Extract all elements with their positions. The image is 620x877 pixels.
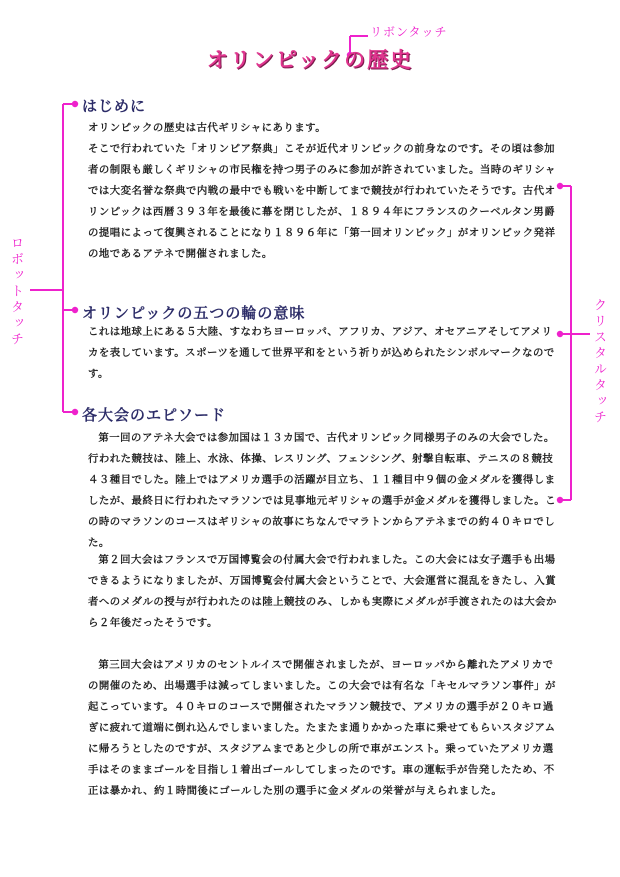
crystal-touch-label: クリスタルタッチ (591, 298, 606, 426)
intro-paragraph-1 (88, 118, 563, 265)
intro-line-2: そこで行われていた「オリンピア祭典」こそが近代オリンピックの前身なのです。その頃は参加者の制限も厳しくギリシャの市民権を持つ男子のみに参加が許されていました。当時のギリシャでは大変名誉な祭典で内戦の最中でも戦いを中断してまで競技が行われていたそうです。古代オリンピックは西暦３９３年を最後に幕を閉じしたが、１８９４年にフランスのクーベルタン男爵の提唱によって復興されることになり１８９６年に「第一回オリンピック」がオリンピック発祥の地であるアテネで開催されました。 (88, 143, 556, 260)
section-heading-episodes: 各大会のエピソード (82, 406, 227, 424)
robot-dot-1 (72, 101, 78, 107)
ribbon-touch-label: リボンタッチ (370, 25, 448, 39)
episode-paragraph-2: 第２回大会はフランスで万国博覧会の付属大会で行われました。この大会には女子選手も出場できるようになりましたが、万国博覧会付属大会ということで、大会運営に混乱をきたし、入賞者へのメダルの授与が行われたのは陸上競技のみ、しかも実際にメダルが手渡されたのは大会から２年後だったそうです。 (88, 554, 557, 629)
robot-dot-3 (72, 409, 78, 415)
robot-dot-2 (72, 307, 78, 313)
episode-paragraph-3: 第三回大会はアメリカのセントルイスで開催されましたが、ヨーロッパから離れたアメリカでの開催のため、出場選手は減ってしまいました。この大会では有名な「キセルマラソン事件」が起こっています。４０キロのコースで開催されたマラソン競技で、アメリカの選手が２０キロ過ぎに疲れて道端に倒れ込んでしまいました。たまたま通りかかった車に乗せてもらいスタジアムに帰ろうとしたのですが、スタジアムまであと少しの所で車がエンスト。乗っていたアメリカ選手はそのままゴールを目指し１着出ゴールしてしまったのです。車の運転手が告発したため、不正は暴かれ、約１時間後にゴールした別の選手に金メダルの栄誉が与えられました。 (88, 659, 556, 797)
intro-line-1: オリンピックの歴史は古代ギリシャにあります。 (88, 122, 327, 134)
section-heading-rings: オリンピックの五つの輪の意味 (82, 304, 306, 322)
rings-paragraph: これは地球上にある５大陸、すなわちヨーロッパ、アフリカ、アジア、オセアニアそしてアメリカを表しています。スポーツを通して世界平和をという祈りが込められたシンボルマークなのです。 (88, 326, 555, 380)
robot-touch-label: ロボットタッチ (8, 236, 23, 348)
section-heading-intro: はじめに (82, 97, 147, 115)
page-title: オリンピックの歴史 (206, 48, 414, 72)
episode-paragraph-1: 第一回のアテネ大会では参加国は１３カ国で、古代オリンピック同様男子のみの大会でした。行われた競技は、陸上、水泳、体操、レスリング、フェンシング、射撃自転車、テニスの８競技４３種目でした。陸上ではアメリカ選手の活躍が目立ち、１１種目中９個の金メダルを獲得しましたが、最終日に行われたマラソンでは見事地元ギリシャの選手が金メダルを獲得しました。この時のマラソンのコースはギリシャの故事にちなんでマラトンからアテネまでの約４０キロでした。 (88, 432, 557, 549)
